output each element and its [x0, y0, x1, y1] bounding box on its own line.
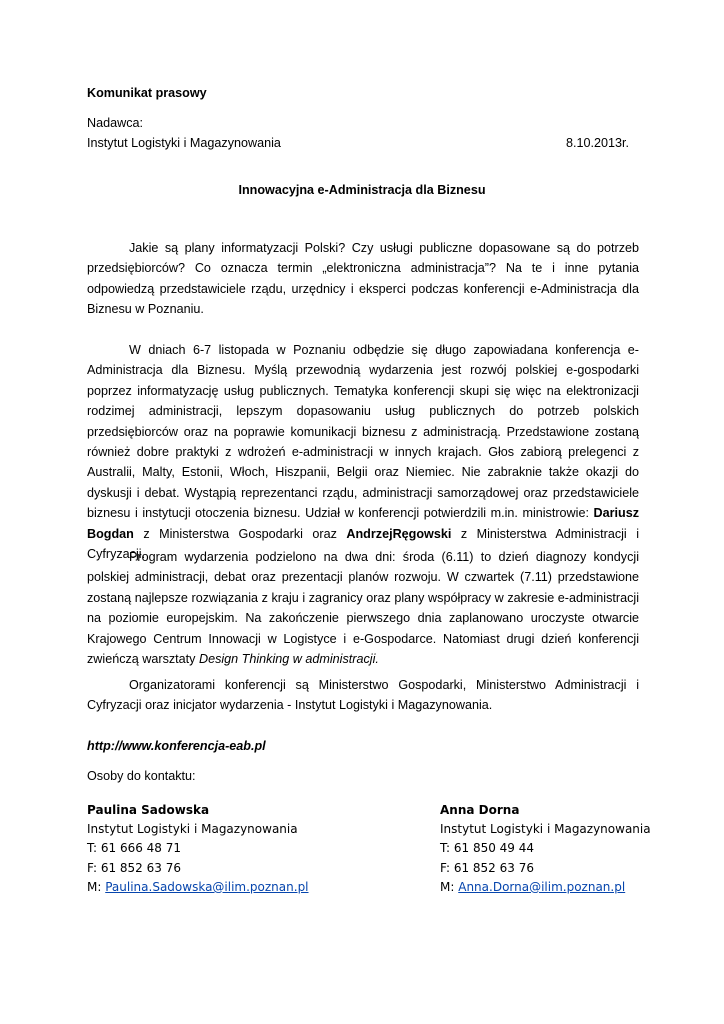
- contact-phone: T: 61 850 49 44: [440, 841, 535, 856]
- website-link[interactable]: http://www.konferencja-eab.pl: [87, 739, 266, 753]
- contact-organization: Instytut Logistyki i Magazynowania: [87, 822, 298, 837]
- contact-card-2: [440, 801, 651, 897]
- email-link[interactable]: Paulina.Sadowska@ilim.poznan.pl: [105, 879, 309, 894]
- contact-mail-row: [440, 878, 651, 897]
- release-date: 8.10.2013r.: [566, 136, 630, 150]
- minister-name-1: Dariusz Bogdan: [87, 506, 640, 541]
- paragraph-intro: Jakie są plany informatyzacji Polski? Czy usługi publiczne dopasowane są do potrzeb przedsiębiorców? Co oznacza termin „elektroniczna administracja”? Na te i inne pytania odpowiedzą przedstawiciele rządu, urzędnicy i eksperci podczas konferencji e-Administracja dla Biznesu w Poznaniu.: [87, 241, 639, 317]
- contact-phone: T: 61 666 48 71: [87, 841, 182, 856]
- paragraph-conference-text: W dniach 6-7 listopada w Poznaniu odbędzie się długo zapowiadana konferencja e-Administracja dla Biznesu. Myślą przewodnią wydarzenia jest rozwój polskiej e-gospodarki poprzez informatyzację usług publicznych. Tematyka konferencji skupi się więc na elektronizacji rodzimej administracji, lepszym dopasowaniu usług publicznych do potrzeb polskich przedsiębiorców oraz na poprawie komunikacji biznesu z administracją. Przedstawione zostaną również dobre praktyki z wdrożeń e-administracji w innych krajach. Głos zabiorą prelegenci z Australii, Malty, Estonii, Włoch, Hiszpanii, Belgii oraz Niemiec. Nie zabraknie także okazji do dyskusji i debat. Wystąpią reprezentanci rządu, administracji samorządowej oraz przedstawiciele biznesu i instytucji otoczenia biznesu. Udział w konferencji potwierdzili m.in. ministrowie:: [87, 343, 639, 521]
- email-link[interactable]: Anna.Dorna@ilim.poznan.pl: [458, 879, 626, 894]
- sender-label: Nadawca:: [87, 116, 144, 130]
- paragraph-conference-mid: z Ministerstwa Gospodarki oraz: [143, 526, 337, 541]
- contact-mail-row: [87, 878, 309, 897]
- paragraph-program-text: Program wydarzenia podzielono na dwa dni: środa (6.11) to dzień diagnozy kondycji polskiej administracji, debat oraz prezentacji planów rozwoju. W czwartek (7.11) przedstawione zostaną najlepsze rozwiązania z kraju i zagranicy oraz plany współpracy w zakresie e-administracji na poziomie europejskim. Na zakończenie pierwszego dnia zaplanowano uroczyste otwarcie Krajowego Centrum Innowacji w Logistyce i e-Gospodarce. Natomiast drugi dzień konferencji zwieńczą warsztaty: [87, 550, 639, 667]
- minister-name-2: AndrzejRęgowski: [346, 526, 452, 541]
- contact-name: Anna Dorna: [440, 803, 520, 817]
- contact-card-1: [87, 801, 309, 897]
- paragraph-conference-end: z Ministerstwa Administracji i Cyfryzacji.: [87, 526, 639, 562]
- contact-fax: F: 61 852 63 76: [440, 860, 534, 875]
- paragraph-conference: [87, 340, 639, 564]
- sender-name: Instytut Logistyki i Magazynowania: [87, 136, 281, 150]
- paragraph-program: [87, 547, 639, 669]
- paragraph-organizers: Organizatorami konferencji są Ministerstwo Gospodarki, Ministerstwo Administracji i Cyfryzacji oraz inicjator wydarzenia - Instytut Logistyki i Magazynowania.: [87, 678, 639, 713]
- headline: Innowacyjna e-Administracja dla Biznesu: [238, 183, 486, 197]
- contact-name: Paulina Sadowska: [87, 803, 210, 817]
- contact-organization: Instytut Logistyki i Magazynowania: [440, 822, 651, 837]
- mail-prefix: M:: [440, 879, 455, 894]
- mail-prefix: M:: [87, 879, 102, 894]
- document-title: Komunikat prasowy: [87, 86, 207, 100]
- contacts-label: Osoby do kontaktu:: [87, 769, 196, 783]
- workshop-name: Design Thinking w administracji.: [198, 652, 379, 667]
- contact-fax: F: 61 852 63 76: [87, 860, 181, 875]
